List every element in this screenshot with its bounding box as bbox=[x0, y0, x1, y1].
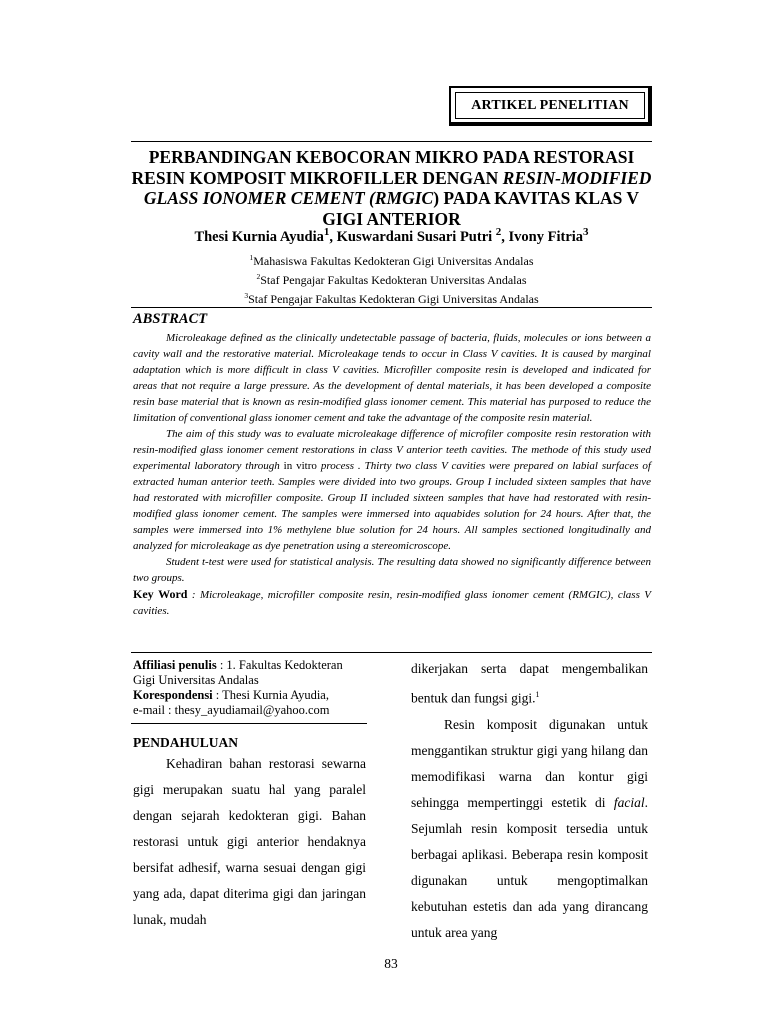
author-affiliation-box: Affiliasi penulis : 1. Fakultas Kedokteran Gigi Universitas Andalas Korespondensi : Thesi Kurnia Ayudia, e-mail : thesy_ayudiamail@yahoo.com bbox=[133, 658, 366, 718]
keywords-label: Key Word bbox=[133, 587, 188, 601]
affiliation-item: $^1$Mahasiswa Fakultas Kedokteran Gigi Universitas Andalas bbox=[249, 253, 534, 268]
article-type-box bbox=[449, 86, 652, 126]
author-name: Kuswardani Susari Putri bbox=[336, 228, 496, 245]
article-type-label: ARTIKEL PENELITIAN bbox=[455, 92, 645, 119]
title-line-2: RESIN KOMPOSIT MIKROFILLER DENGAN RESIN-MODIFIED bbox=[131, 167, 652, 188]
author-affil-mark: 3 bbox=[583, 226, 589, 238]
keywords: Key Word : Microleakage, microfiller composite resin, resin-modified glass ionomer cement (RMGIC), class V cavities. bbox=[133, 587, 651, 617]
section-heading-pendahuluan: PENDAHULUAN bbox=[133, 735, 239, 750]
paper-title bbox=[131, 147, 652, 229]
title-line-4: GIGI ANTERIOR bbox=[322, 208, 461, 229]
citation-mark: 1 bbox=[535, 690, 540, 699]
right-paragraph-2: Resin komposit digunakan untuk menggantikan struktur gigi yang hilang dan memodifikasi warna dan kontur gigi sehingga mempertinggi estetik di facial. Sejumlah resin komposit tersedia untuk berbagai aplikasi. Beberapa resin komposit digunakan untuk mengoptimalkan kebutuhan estetis dan ada yang dirancang untuk area yang bbox=[411, 716, 648, 940]
correspondence-email: e-mail : thesy_ayudiamail@yahoo.com bbox=[133, 703, 330, 717]
left-column-text bbox=[133, 751, 366, 933]
title-line-3: GLASS IONOMER CEMENT (RMGIC) PADA KAVITAS KLAS V bbox=[143, 188, 640, 208]
affiliation-item: $^3$Staf Pengajar Fakultas Kedokteran Gigi Universitas Andalas bbox=[244, 291, 539, 306]
author-name: Ivony Fitria bbox=[508, 228, 584, 245]
author-affil-mark: 1 bbox=[323, 226, 330, 238]
abstract-paragraph-1: Microleakage defined as the clinically undetectable passage of bacteria, fluids, molecules or ions between a cavity wall and the restorative material. Microleakage tends to occur in Class V cavities. It is caused by marginal adaptation which is more difficult in class V cavities. Microfiller composite resin is developed and indicated for areas that not require a large pressure. As the development of dental materials, it has been developed a composite resin base material that is known as resin-modified glass ionomer cement. This material has purposed to reduce the limitation of conventional glass ionomer cement and take the advantage of the composite resin material. bbox=[133, 332, 651, 424]
abstract-bottom-rule bbox=[131, 652, 652, 653]
correspondence-label: Korespondensi bbox=[133, 688, 213, 702]
page-number: 83 bbox=[384, 956, 398, 971]
abstract-paragraph-3: Student t-test were used for statistical analysis. The resulting data showed no significantly difference between two groups. bbox=[133, 556, 651, 584]
title-top-rule bbox=[131, 141, 652, 142]
right-column-text bbox=[411, 656, 648, 946]
author-name: Thesi Kurnia Ayudia bbox=[194, 228, 324, 245]
author-list: Thesi Kurnia Ayudia$^1$, Kuswardani Susari Putri $^2$, Ivony Fitria$^3$ bbox=[194, 226, 589, 245]
abstract-heading: ABSTRACT bbox=[133, 311, 208, 327]
right-paragraph-1: dikerjakan serta dapat mengembalikan bentuk dan fungsi gigi.$^1$ bbox=[411, 661, 648, 706]
affiliation-list bbox=[131, 250, 652, 307]
affiliation-item: $^2$Staf Pengajar Fakultas Kedokteran Universitas Andalas bbox=[256, 272, 527, 287]
abstract-top-rule bbox=[131, 307, 652, 308]
author-affil-mark: 2 bbox=[495, 226, 502, 238]
affiliation-box-rule bbox=[131, 723, 367, 724]
intro-paragraph: Kehadiran bahan restorasi sewarna gigi merupakan suatu hal yang paralel dengan sejarah kedokteran gigi. Bahan restorasi untuk gigi anterior hendaknya bersifat adhesif, warna sesuai dengan gigi yang ada, dapat diterima gigi dan jaringan lunak, mudah bbox=[133, 756, 366, 927]
abstract-body bbox=[133, 330, 651, 619]
title-line-1: PERBANDINGAN KEBOCORAN MIKRO PADA RESTORASI bbox=[148, 147, 635, 167]
affiliation-label: Affiliasi penulis bbox=[133, 658, 217, 672]
abstract-paragraph-2: The aim of this study was to evaluate microleakage difference of microfiler composite resin restoration with resin-modified glass ionomer cement restorations in class V anterior teeth cavities. The methode of this study used experimental laboratory through in vitro process . Thirty two class V cavities were prepared on labial surfaces of extracted human anterior teeth. Samples were divided into two groups. Group I included sixteen samples that have had restorated with microfiller composite. Group II included sixteen samples that have had restorated with resin-modified glass ionomer cement. The samples were immersed into aquabides solution for 24 hours. After that, the samples were immersed into 1% methylene blue solution for 24 hours. All samples sectioned longitudinally and analyzed for microleakage as dye penetration using a stereomicroscope. bbox=[133, 428, 651, 552]
